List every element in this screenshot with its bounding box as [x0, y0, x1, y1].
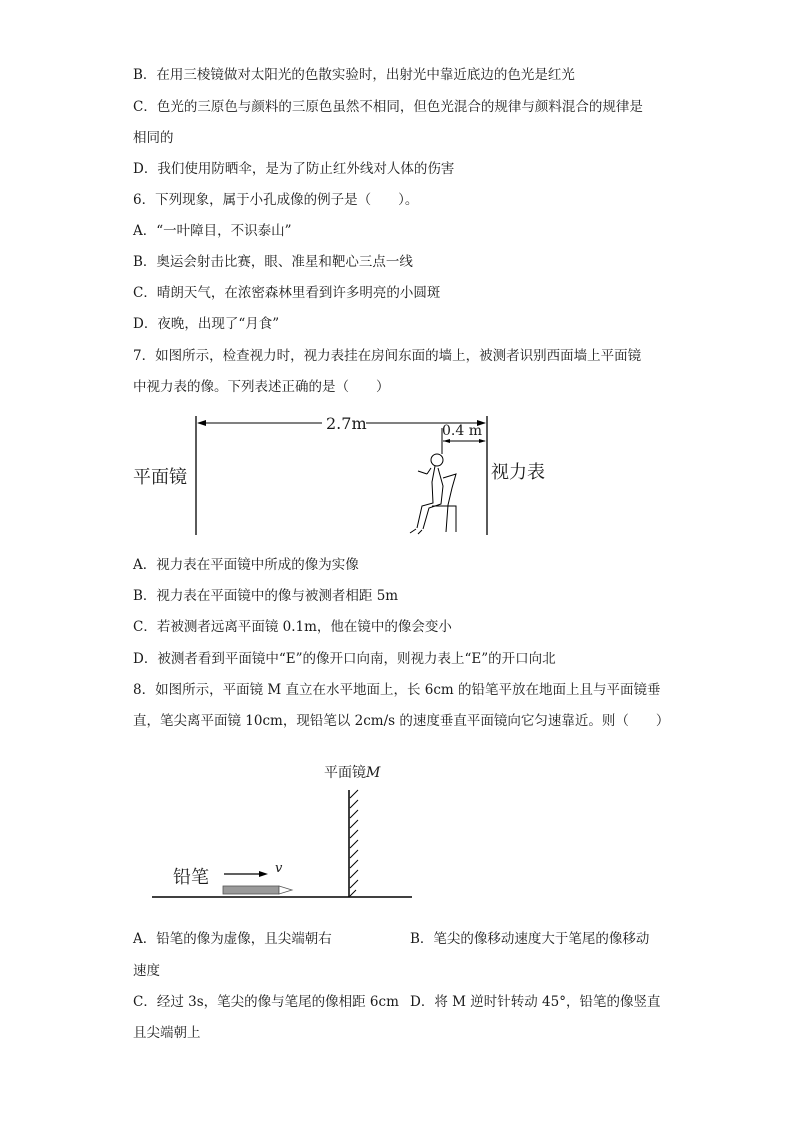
distance-person-label: 0.4 m: [442, 423, 482, 439]
mirror-m-symbol: M: [366, 765, 381, 781]
q8-stem: 8．如图所示，平面镜 M 直立在水平地面上，长 6cm 的铅笔平放在地面上且与平面镜垂: [133, 682, 661, 698]
q8-option-d: D．将 M 逆时针转动 45°，铅笔的像竖直: [410, 994, 661, 1010]
pencil-tip: [279, 886, 292, 894]
q7-option-a: A．视力表在平面镜中所成的像为实像: [133, 557, 359, 573]
mirror-m-label: [324, 762, 380, 782]
seated-person-icon: [410, 454, 456, 534]
q5-option-b: B．在用三棱镜做对太阳光的色散实验时，出射光中靠近底边的色光是红光: [133, 67, 575, 83]
q8-option-c: C．经过 3s，笔尖的像与笔尾的像相距 6cm: [133, 994, 399, 1010]
q7-figure: [130, 408, 560, 543]
arrowhead-small-left: [443, 439, 450, 443]
mirror-m-label-text: 平面镜: [324, 765, 366, 781]
q5-option-c: C．色光的三原色与颜料的三原色虽然不相同，但色光混合的规律与颜料混合的规律是: [133, 99, 643, 115]
q8-stem-cont: 直，笔尖离平面镜 10cm，现铅笔以 2cm/s 的速度垂直平面镜向它匀速靠近。则（ ）: [133, 713, 670, 729]
q5-option-d: D．我们使用防晒伞，是为了防止红外线对人体的伤害: [133, 161, 455, 177]
velocity-arrowhead: [259, 871, 268, 877]
q6-stem: 6．下列现象，属于小孔成像的例子是（ ）。: [133, 192, 419, 208]
arrowhead-small-right: [479, 439, 486, 443]
distance-total-label: 2.7m: [326, 414, 367, 433]
q8-option-a: A．铅笔的像为虚像，且尖端朝右: [133, 931, 332, 947]
mirror-hatching: [350, 790, 358, 896]
q8-option-b-cont: 速度: [133, 963, 160, 979]
q7-stem: 7．如图所示，检查视力时，视力表挂在房间东面的墙上，被测者识别西面墙上平面镜: [133, 348, 642, 364]
q5-option-c-cont: 相同的: [133, 130, 174, 146]
q7-stem-cont: 中视力表的像。下列表述正确的是（ ）: [133, 379, 390, 395]
q7-option-b: B．视力表在平面镜中的像与被测者相距 5m: [133, 588, 399, 604]
arrowhead-left: [197, 420, 206, 426]
velocity-label: v: [275, 861, 283, 876]
q6-option-a: A．“一叶障目，不识泰山”: [133, 223, 292, 239]
pencil-body: [223, 886, 279, 894]
q8-option-d-cont: 且尖端朝上: [133, 1025, 201, 1041]
mirror-label: 平面镜: [133, 467, 187, 488]
q7-option-d: D．被测者看到平面镜中“E”的像开口向南，则视力表上“E”的开口向北: [133, 651, 556, 667]
q6-option-c: C．晴朗天气，在浓密森林里看到许多明亮的小圆斑: [133, 285, 441, 301]
q6-option-b: B．奥运会射击比赛，眼、准星和靶心三点一线: [133, 254, 413, 270]
q7-option-c: C．若被测者远离平面镜 0.1m，他在镜中的像会变小: [133, 619, 452, 635]
q8-option-b: B．笔尖的像移动速度大于笔尾的像移动: [410, 931, 650, 947]
q6-option-d: D．夜晚，出现了“月食”: [133, 316, 280, 332]
pencil-label: 铅笔: [173, 867, 209, 888]
q8-figure: [150, 760, 420, 905]
eye-chart-label: 视力表: [491, 462, 545, 483]
